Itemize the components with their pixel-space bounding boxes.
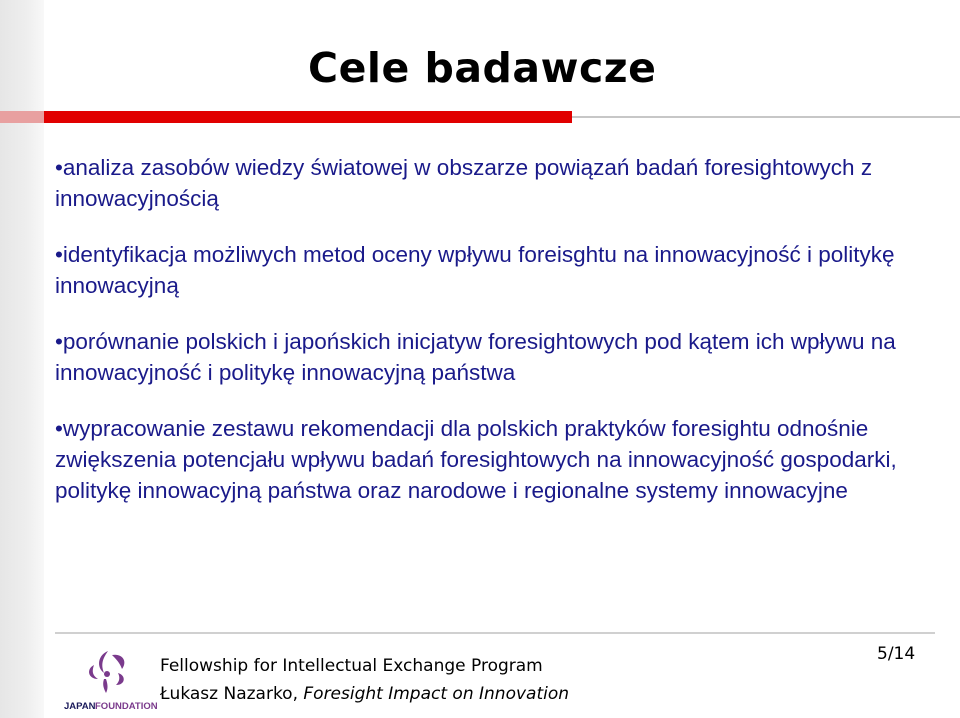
divider-segment-left <box>0 111 44 123</box>
footer-divider <box>55 632 935 634</box>
logo-text-foundation: FOUNDATION <box>95 701 158 712</box>
bullet-marker: • <box>55 416 63 441</box>
bullet-text: porównanie polskich i japońskich inicjatyw foresightowych pod kątem ich wpływu na innowacyjność i politykę innowacyjną państwa <box>55 329 896 385</box>
left-decorative-strip <box>0 0 44 718</box>
divider-segment-red <box>44 111 572 123</box>
divider-segment-gray <box>572 116 960 118</box>
footer-credit <box>160 684 569 704</box>
page-number: 5/14 <box>877 644 916 664</box>
footer-program: Fellowship for Intellectual Exchange Program <box>160 656 543 676</box>
bullet-item <box>55 239 935 301</box>
bullet-marker: • <box>55 329 63 354</box>
bullet-text: analiza zasobów wiedzy światowej w obszarze powiązań badań foresightowych z innowacyjnością <box>55 155 873 211</box>
bullet-item <box>55 326 935 388</box>
bullet-list <box>55 152 935 506</box>
bullet-marker: • <box>55 242 63 267</box>
bullet-item <box>55 413 935 506</box>
japan-foundation-flower-icon <box>89 651 124 693</box>
japan-foundation-logo <box>60 645 158 713</box>
footer-talk-title: Foresight Impact on Innovation <box>303 684 570 704</box>
slide-title: Cele badawcze <box>308 44 657 92</box>
bullet-text: identyfikacja możliwych metod oceny wpływu foreisghtu na innowacyjność i politykę innowacyjną <box>55 242 895 298</box>
bullet-item <box>55 152 935 214</box>
bullet-marker: • <box>55 155 63 180</box>
footer-author: Łukasz Nazarko, <box>160 684 298 704</box>
logo-text-japan: JAPAN <box>64 701 96 712</box>
bullet-text: wypracowanie zestawu rekomendacji dla polskich praktyków foresightu odnośnie zwiększenia potencjału wpływu badań foresightowych na innowacyjność gospodarki, politykę innowacyjną państwa oraz narodowe i regionalne systemy innowacyjne <box>55 416 897 503</box>
title-divider <box>0 109 960 125</box>
